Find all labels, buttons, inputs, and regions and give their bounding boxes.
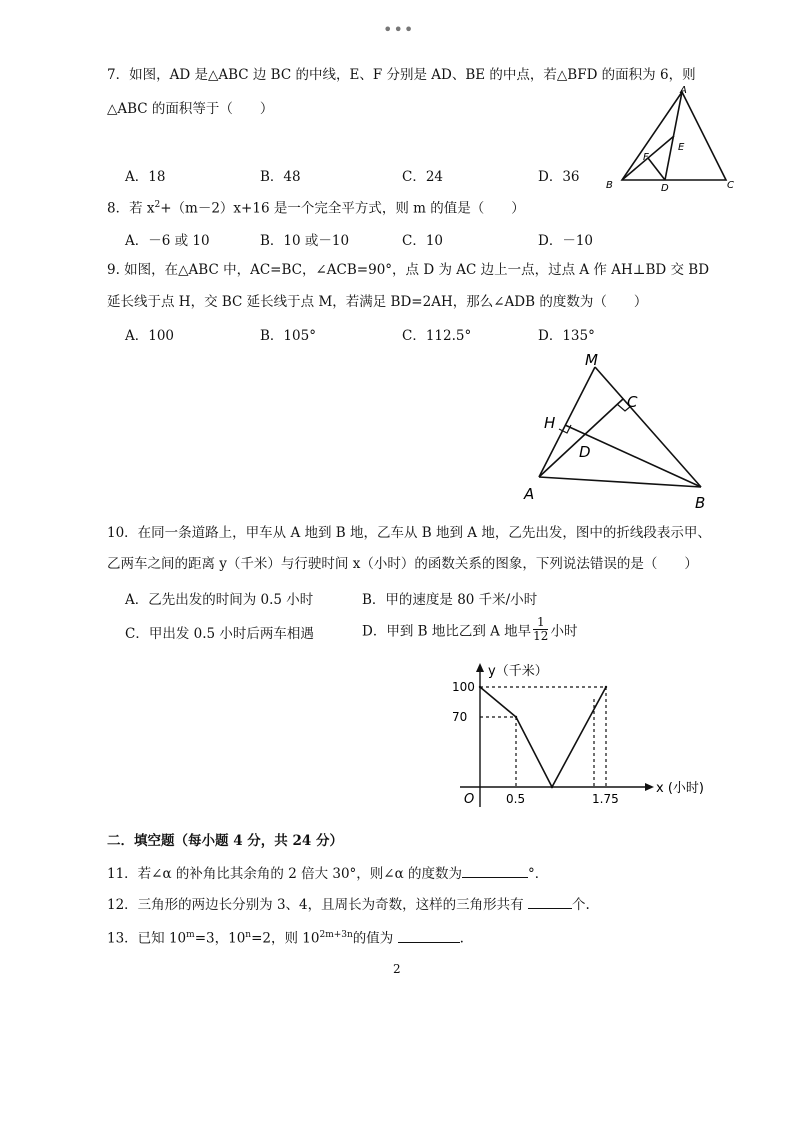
section2-heading: 二．填空题（每小题 4 分，共 24 分） [107,833,343,849]
q13-text-d: 的值为 [352,930,394,947]
y-axis-arrow [476,663,484,672]
q9-label-d: D [579,443,591,461]
x-tick-label-1: 1.75 [592,792,619,806]
q7-option-a: A．18 [125,169,166,185]
q13-answer-blank[interactable] [398,928,460,943]
q9-option-a: A．100 [125,328,175,344]
q12-line [107,894,590,914]
q10-line2: 乙两车之间的距离 y（千米）与行驶时间 x（小时）的函数关系的图象，下列说法错误的是（ ） [107,556,698,572]
q7-line1: 7．如图，AD 是△ABC 边 BC 的中线，E、F 分别是 AD、BE 的中点，若△BFD 的面积为 6，则 [107,67,696,83]
chart-ylabel: y（千米） [488,664,548,679]
q13-text-b: =3，10 [194,930,246,947]
q8-text-b: +（m－2）x+16 是一个完全平方式，则 m 的值是（ ） [160,200,525,217]
q7-triangle-figure [600,84,750,194]
q11-line [107,863,548,883]
q10-frac-den: 12 [533,629,549,643]
data-point-2 [551,786,553,788]
q8-option-b: B．10 或－10 [260,233,350,249]
q13-text-e: . [459,930,464,947]
q13-text-c: =2，则 10 [251,930,320,947]
q8-option-a: A．－6 或 10 [125,233,210,249]
q9-label-m: M [585,351,598,369]
q7-label-c: C [727,180,734,191]
q7-line2: △ABC 的面积等于（ ） [107,101,274,117]
q10-frac-unit: 小时 [550,623,578,640]
q10-distance-chart [440,655,720,815]
q13-line [107,926,464,948]
q10-line1: 10．在同一条道路上，甲车从 A 地到 B 地，乙车从 B 地到 A 地，乙先出发，图中的折线段表示甲、 [107,525,711,541]
q11-text-b: °． [528,866,549,882]
q8-option-d: D．－10 [538,233,594,249]
q13-sup-exp: 2m+3n [319,930,353,940]
y-tick-label-0: 100 [452,680,475,694]
q7-label-b: B [606,180,613,191]
q13-sup-n: n [245,930,252,940]
q8-option-c: C．10 [402,233,444,249]
q9-label-c: C [627,393,638,411]
q9-option-b: B．105° [260,328,316,344]
q9-line1: 9. 如图，在△ABC 中，AC=BC，∠ACB=90°，点 D 为 AC 边上一点，过点 A 作 AH⊥BD 交 BD [107,262,710,278]
q7-option-b: B．48 [260,169,301,185]
q12-text-a: 12．三角形的两边长分别为 3、4，且周长为奇数，这样的三角形共有 [107,897,524,913]
q8-sup: 2 [154,200,161,210]
q10-option-b: B．甲的速度是 80 千米/小时 [362,592,538,608]
q9-label-b: B [695,494,706,512]
q12-text-b: 个. [571,897,590,913]
page-number: 2 [393,962,401,976]
x-axis-arrow [645,783,654,791]
q9-triangle-figure [515,345,715,515]
q11-answer-blank[interactable] [462,863,528,878]
q13-sup-m: m [186,930,195,940]
q7-option-c: C．24 [402,169,444,185]
q10-fraction [533,616,548,643]
q7-label-a: A [680,85,687,96]
q8-line [107,196,525,218]
x-tick-label-0: 0.5 [506,792,526,806]
chart-origin: O [464,792,475,807]
chart-xlabel: x (小时) [656,781,704,796]
q7-label-d: D [661,183,669,194]
top-dots: ••• [383,20,415,39]
q10-option-a: A．乙先出发的时间为 0.5 小时 [125,592,314,608]
q8-text-a: 8．若 x [107,200,155,217]
q9-line2: 延长线于点 H，交 BC 延长线于点 M，若满足 BD=2AH，那么∠ADB 的度数为（ ） [107,294,648,310]
series-line [480,687,606,787]
q7-label-f: F [643,152,649,163]
y-tick-label-1: 70 [452,710,468,724]
q9-label-h: H [544,414,556,432]
q9-label-a: A [524,485,535,503]
q9-option-d: D．135° [538,328,595,344]
q7-option-d: D．36 [538,169,580,185]
q10-option-d-text: D．甲到 B 地比乙到 A 地早 [362,623,532,640]
q12-answer-blank[interactable] [528,894,572,909]
q10-option-c: C．甲出发 0.5 小时后两车相遇 [125,626,314,642]
q9-option-c: C．112.5° [402,328,472,344]
q7-label-e: E [678,142,685,153]
q10-option-d [362,616,577,643]
q10-frac-num: 1 [533,616,548,630]
q13-text-a: 13．已知 10 [107,930,187,947]
q11-text-a: 11．若∠α 的补角比其余角的 2 倍大 30°，则∠α 的度数为 [107,866,463,882]
